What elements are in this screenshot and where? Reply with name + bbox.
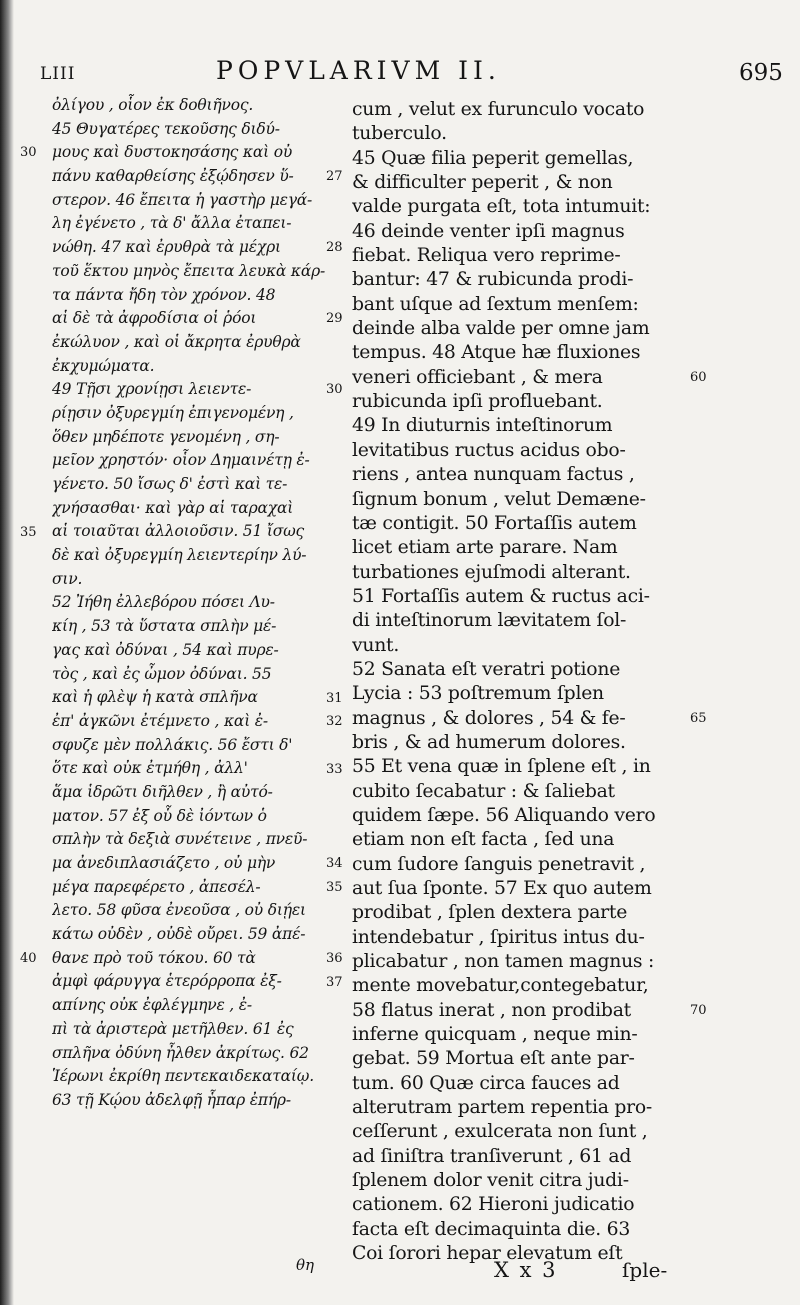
greek-text-line: ἀμφὶ φάρυγγα ἑτερόρροπα ἐξ- <box>52 972 282 991</box>
latin-text-line: 51 Fortaſſis autem & ructus aci- <box>352 585 650 607</box>
margin-line-number: 65 <box>690 710 707 726</box>
latin-text-line: Lycia : 53 poſtremum ſplen <box>352 683 604 705</box>
greek-text-line: δὲ καὶ ὀξυρεγμίη λειεντερίην λύ- <box>52 546 307 565</box>
greek-text-line: ὀλίγου , οἷον ἐκ δοθιῆνος. <box>52 96 254 114</box>
greek-text-line: πάνυ καθαρθείσης ἐξῴδησεν ὕ- <box>52 167 294 186</box>
greek-text-line: σπλῆνα ὀδύνη ἦλθεν ἀκρίτως. 62 <box>52 1043 309 1062</box>
latin-text-line: di inteſtinorum lævitatem ſol- <box>352 610 627 632</box>
margin-line-number: 29 <box>326 311 343 327</box>
greek-text-line: μεῖον χρηστόν· οἷον Δημαινέτῃ ἐ- <box>52 451 310 470</box>
latin-text-line: & difficulter peperit , & non <box>352 172 613 194</box>
latin-text-line: gebat. 59 Mortua eſt ante par- <box>352 1048 635 1070</box>
greek-text-line: αἱ δὲ τὰ ἀφροδίσια οἱ ῥόοι <box>52 309 257 328</box>
margin-line-number: 60 <box>690 369 707 385</box>
greek-text-line: μα ἀνεδιπλασιάζετο , οὐ μὴν <box>52 854 276 872</box>
greek-text-line: ἐκώλυον , καὶ οἱ ἄκρητα ἐρυθρὰ <box>52 332 301 351</box>
running-head-signature: LIII <box>40 64 76 84</box>
page-footer <box>0 1254 800 1294</box>
margin-line-number: 40 <box>20 951 37 967</box>
margin-line-number: 32 <box>326 714 343 730</box>
greek-text-line: γένετο. 50 ἴσως δ' ἐστὶ καὶ τε- <box>52 475 288 493</box>
greek-text-line: απίνης οὐκ ἐφλέγμηνε , ἐ- <box>52 996 252 1015</box>
gathering-signature: X x 3 <box>494 1258 558 1282</box>
latin-text-line: etiam non eſt facta , ſed una <box>352 829 615 851</box>
greek-text-line: κάτω οὐδὲν , οὐδὲ οὔρει. 59 ἀπέ- <box>52 925 306 944</box>
latin-text-line: mente movebatur,contegebatur, <box>352 975 649 997</box>
latin-text-line: facta eſt decimaquinta die. 63 <box>352 1218 631 1240</box>
latin-text-line: ſignum bonum , velut Demæne- <box>352 488 646 510</box>
margin-line-number: 28 <box>326 240 343 256</box>
latin-text-line: 58 flatus inerat , non prodibat <box>352 999 631 1021</box>
greek-text-line: λη ἐγένετο , τὰ δ' ἄλλα ἐταπει- <box>52 214 292 233</box>
latin-text-line: tempus. 48 Atque hæ fluxiones <box>352 342 641 364</box>
latin-text-line: 45 Quæ filia peperit gemellas, <box>352 147 634 169</box>
margin-line-number: 30 <box>326 382 343 398</box>
greek-text-line: στερον. 46 ἔπειτα ἡ γαστὴρ μεγά- <box>52 190 313 209</box>
greek-text-line: σφυζε μὲν πολλάκις. 56 ἔστι δ' <box>52 735 293 754</box>
catchword: ſple- <box>622 1258 668 1282</box>
latin-text-line: Coi ſorori hepar elevatum eſt <box>352 1243 623 1265</box>
greek-text-line: ἐκχυμώματα. <box>52 356 155 375</box>
greek-text-line: γας καὶ ὀδύναι , 54 καὶ πυρε- <box>52 640 279 659</box>
greek-text-line: τα πάντα ἤδη τὸν χρόνον. 48 <box>52 285 276 304</box>
greek-text-line: πὶ τὰ ἀριστερὰ μετῆλθεν. 61 ἐς <box>52 1019 294 1038</box>
latin-text-line: riens , antea nunquam factus , <box>352 464 635 486</box>
latin-text-line: licet etiam arte parare. Nam <box>352 537 618 559</box>
latin-text-line: levitatibus ructus acidus obo- <box>352 439 626 461</box>
margin-line-number: 33 <box>326 761 343 777</box>
latin-text-line: cubito ſecabatur : & ſaliebat <box>352 780 615 802</box>
greek-text-line: Ἱέρωνι ἐκρίθη πεντεκαιδεκαταίῳ. <box>52 1067 314 1086</box>
margin-line-number: 70 <box>690 1002 707 1018</box>
latin-text-column <box>352 98 692 1267</box>
latin-text-line: cationem. 62 Hieroni judicatio <box>352 1194 635 1216</box>
latin-text-line: 49 In diuturnis inteſtinorum <box>352 415 613 437</box>
latin-text-line: 46 deinde venter ipſi magnus <box>352 220 625 242</box>
latin-text-line: alterutram partem repentia pro- <box>352 1097 653 1119</box>
greek-text-line: θανε πρὸ τοῦ τόκου. 60 τὰ <box>52 948 256 967</box>
greek-text-line: νώθη. 47 καὶ ἐρυθρὰ τὰ μέχρι <box>52 238 281 257</box>
latin-text-line: cum ſudore ſanguis penetravit , <box>352 853 646 875</box>
greek-text-line: ὅθεν μηδέποτε γενομένη , ση- <box>52 427 280 446</box>
greek-text-line: μους καὶ δυστοκησάσης καὶ οὐ <box>52 143 293 162</box>
middle-margin-line-numbers <box>322 94 354 1254</box>
margin-line-number: 35 <box>326 880 343 896</box>
greek-text-line: κίη , 53 τὰ ὕστατα σπλὴν μέ- <box>52 617 277 636</box>
latin-text-line: 55 Et vena quæ in ſplene eſt , in <box>352 756 651 778</box>
latin-text-line: cum , velut ex furunculo vocato <box>352 99 645 120</box>
running-head-title: POPVLARIVM II. <box>216 56 501 85</box>
greek-text-line: λετο. 58 φῦσα ἐνεοῦσα , οὐ διῄει <box>52 901 306 920</box>
latin-text-line: intendebatur , ſpiritus intus du- <box>352 926 645 948</box>
latin-text-line: ad ſiniſtra tranſiverunt , 61 ad <box>352 1145 632 1167</box>
latin-text-line: valde purgata eſt, tota intumuit: <box>352 196 651 218</box>
latin-text-line: bantur: 47 & rubicunda prodi- <box>352 269 634 291</box>
margin-line-number: 34 <box>326 856 343 872</box>
greek-text-line: ἐπ' ἀγκῶνι ἐτέμνετο , καὶ ἐ- <box>52 711 268 730</box>
latin-text-line: tuberculo. <box>352 123 447 145</box>
greek-text-line: αἱ τοιαῦται ἀλλοιοῦσιν. 51 ἴσως <box>52 522 305 541</box>
latin-text-line: deinde alba valde per omne jam <box>352 318 650 340</box>
latin-text-line: bris , & ad humerum dolores. <box>352 731 626 753</box>
margin-line-number: 37 <box>326 974 343 990</box>
latin-text-line: inferne quicquam , neque min- <box>352 1024 638 1046</box>
latin-text-line: bant uſque ad ſextum menſem: <box>352 293 639 315</box>
greek-text-line: σπλὴν τὰ δεξιὰ συνέτεινε , πνεῦ- <box>52 830 308 849</box>
latin-text-line: rubicunda ipſi profluebant. <box>352 391 603 413</box>
greek-text-line: ρίῃσιν ὀξυρεγμίη ἐπιγενομένη , <box>52 403 294 422</box>
latin-text-line: veneri officiebant , & mera <box>352 366 603 388</box>
greek-text-line: 63 τῇ Κῴου ἀδελφῇ ἧπαρ ἐπήρ- <box>52 1090 291 1109</box>
page-number: 695 <box>739 60 783 86</box>
greek-text-line: 49 Τῇσι χρονίῃσι λειεντε- <box>52 380 252 399</box>
greek-text-line: τοῦ ἕκτου μηνὸς ἔπειτα λευκὰ κάρ- <box>52 261 326 280</box>
latin-text-line: ceſſerunt , exulcerata non ſunt , <box>352 1121 648 1143</box>
greek-text-line: 52 Ἰήθη ἐλλεβόρου πόσει Λυ- <box>52 593 275 612</box>
margin-line-number: 30 <box>20 145 37 161</box>
margin-line-number: 31 <box>326 690 343 706</box>
latin-text-line: tæ contigit. 50 Fortaſſis autem <box>352 512 637 534</box>
greek-text-column <box>52 94 330 1113</box>
greek-text-line: τὸς , καὶ ἐς ὦμον ὀδύναι. 55 <box>52 664 272 683</box>
latin-text-line: quidem ſæpe. 56 Aliquando vero <box>352 804 656 826</box>
margin-line-number: 36 <box>326 951 343 967</box>
latin-text-line: ſplenem dolor venit citra judi- <box>352 1170 629 1192</box>
greek-text-line: 45 Θυγατέρες τεκοῦσης διδύ- <box>52 119 280 138</box>
latin-text-line: turbationes ejuſmodi alterant. <box>352 561 631 583</box>
latin-text-line: magnus , & dolores , 54 & fe- <box>352 707 626 729</box>
greek-catchword: θη <box>296 1256 315 1274</box>
latin-text-line: 52 Sanata eſt veratri potione <box>352 658 621 680</box>
greek-text-line: σιν. <box>52 569 83 588</box>
greek-text-line: καὶ ἡ φλὲψ ἡ κατὰ σπλῆνα <box>52 688 258 707</box>
latin-text-line: prodibat , ſplen dextera parte <box>352 902 628 924</box>
greek-text-line: ὅτε καὶ οὐκ ἐτμήθη , ἀλλ' <box>52 759 248 778</box>
greek-text-line: ματον. 57 ἐξ οὗ δὲ ἰόντων ὁ <box>52 806 267 825</box>
margin-line-number: 27 <box>326 169 343 185</box>
greek-text-line: ἅμα ἱδρῶτι διῆλθεν , ἢ αὐτό- <box>52 782 273 801</box>
left-margin-line-numbers <box>6 94 50 1254</box>
latin-text-line: vunt. <box>352 634 400 656</box>
latin-text-line: fiebat. Reliqua vero reprime- <box>352 245 621 267</box>
margin-line-number: 35 <box>20 524 37 540</box>
latin-text-line: plicabatur , non tamen magnus : <box>352 951 655 973</box>
greek-text-line: χνήσασθαι· καὶ γὰρ αἱ ταραχαὶ <box>52 498 294 517</box>
greek-text-line: μέγα παρεφέρετο , ἀπεσέλ- <box>52 877 261 896</box>
latin-text-line: aut ſua ſponte. 57 Ex quo autem <box>352 878 652 899</box>
running-head <box>0 56 800 90</box>
latin-text-line: tum. 60 Quæ circa fauces ad <box>352 1072 620 1094</box>
right-margin-line-numbers <box>690 98 720 1258</box>
